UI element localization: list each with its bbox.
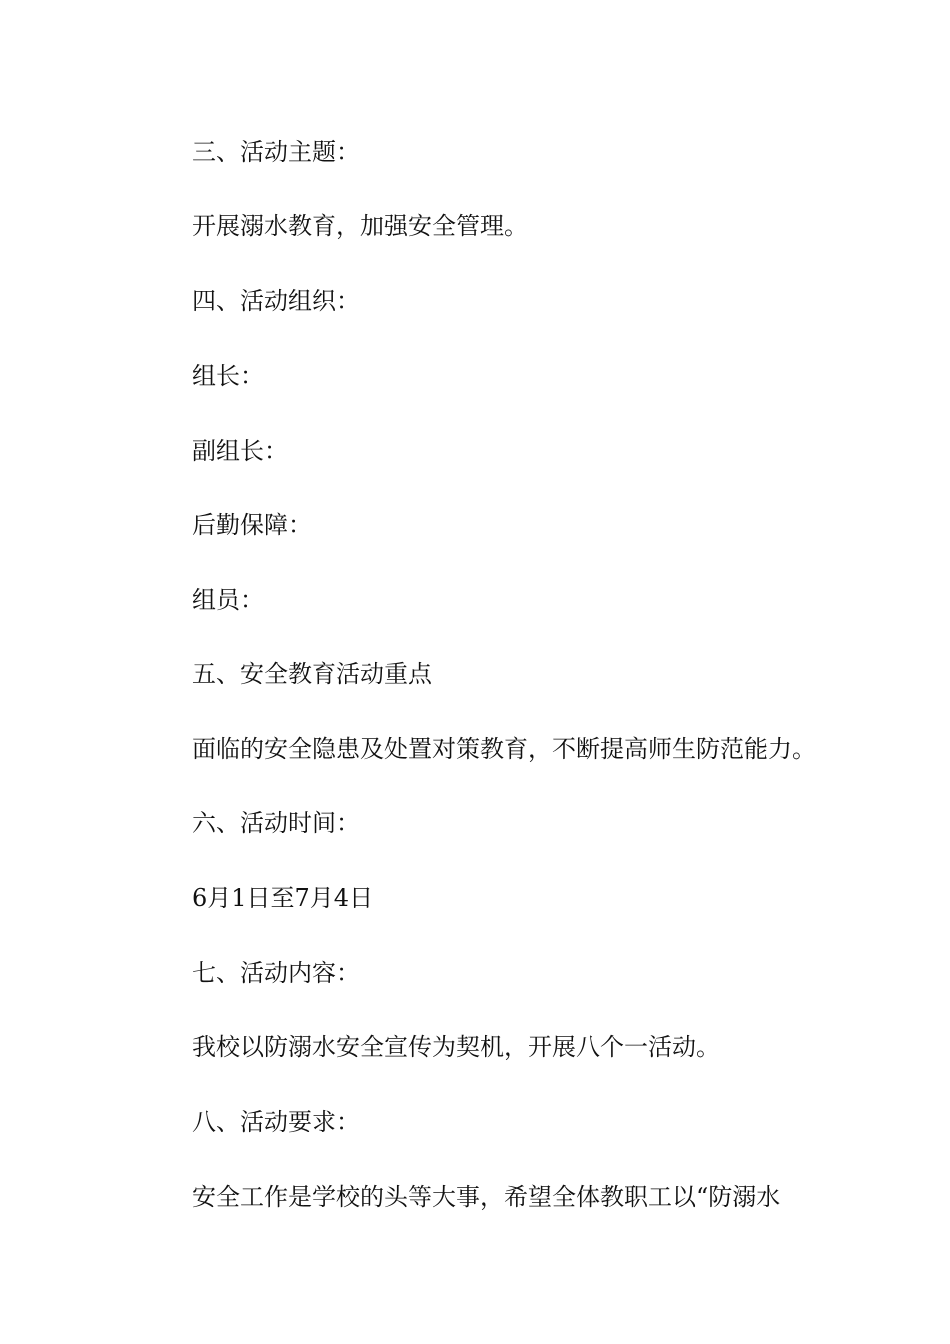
section-heading-theme: 三、活动主题： — [192, 138, 360, 166]
section-heading-organization: 四、活动组织： — [192, 287, 360, 315]
time-text: 6月1日至7月4日 — [192, 884, 374, 912]
group-leader-label: 组长： — [192, 362, 264, 390]
content-text: 我校以防溺水安全宣传为契机，开展八个一活动。 — [192, 1033, 720, 1061]
members-label: 组员： — [192, 586, 264, 614]
section-heading-content: 七、活动内容： — [192, 959, 360, 987]
section-heading-focus: 五、安全教育活动重点 — [192, 660, 432, 688]
focus-text: 面临的安全隐患及处置对策教育，不断提高师生防范能力。 — [192, 735, 816, 763]
deputy-leader-label: 副组长： — [192, 437, 288, 465]
requirements-text: 安全工作是学校的头等大事，希望全体教职工以“防溺水 — [192, 1183, 781, 1211]
section-heading-requirements: 八、活动要求： — [192, 1108, 360, 1136]
theme-text: 开展溺水教育，加强安全管理。 — [192, 212, 528, 240]
section-heading-time: 六、活动时间： — [192, 809, 360, 837]
logistics-label: 后勤保障： — [192, 511, 312, 539]
